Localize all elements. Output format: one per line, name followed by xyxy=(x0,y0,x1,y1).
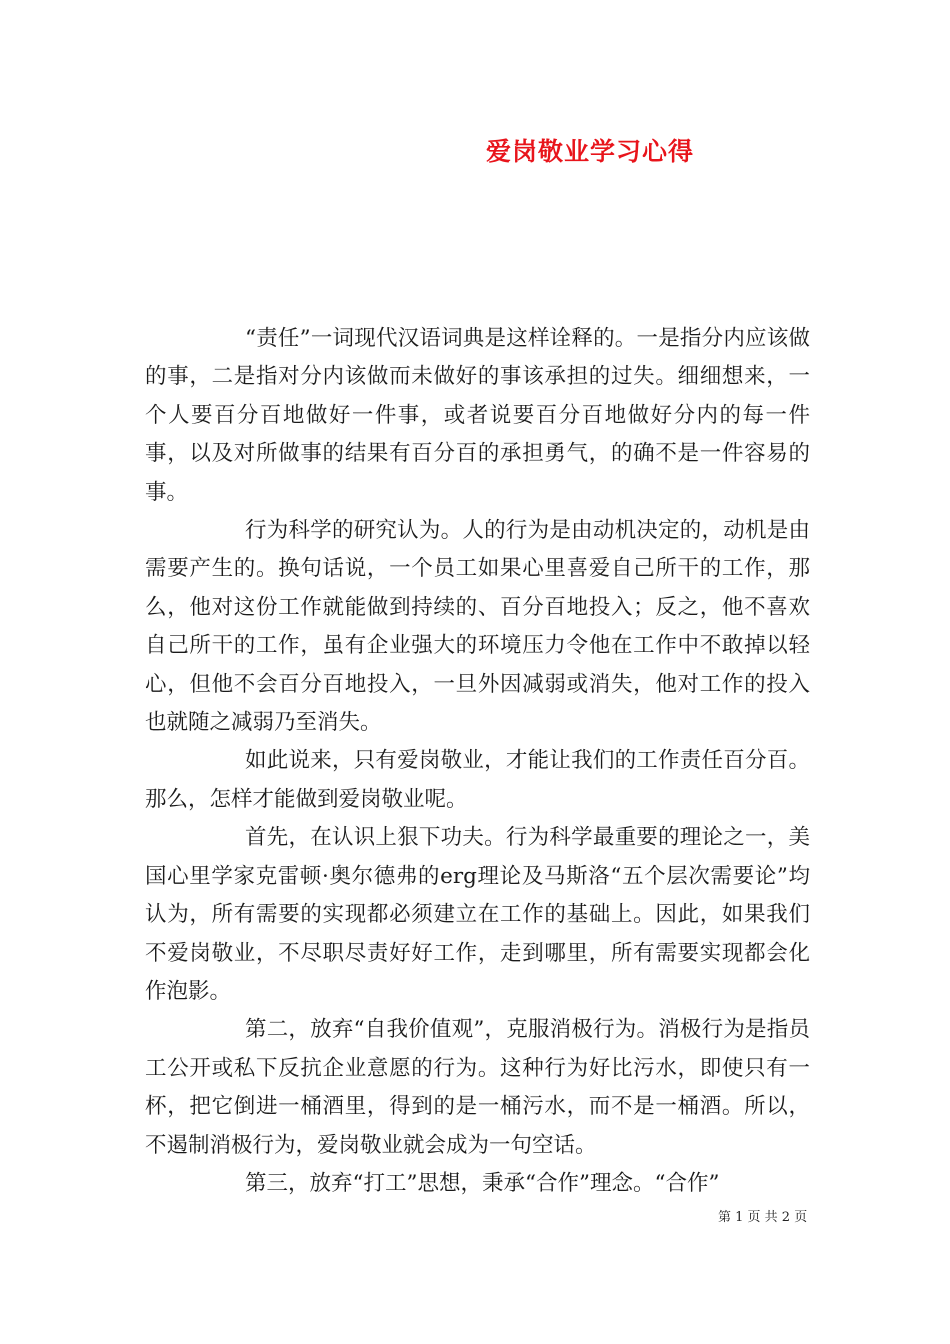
paragraph: 行为科学的研究认为。人的行为是由动机决定的，动机是由需要产生的。换句话说，一个员工如果心里喜爱自己所干的工作，那么，他对这份工作就能做到持续的、百分百地投入；反之，他不喜欢自己所干的工作，虽有企业强大的环境压力令他在工作中不敢掉以轻心，但他不会百分百地投入，一旦外因减弱或消失，他对工作的投入也就随之减弱乃至消失。 xyxy=(145,518,810,736)
document-body xyxy=(145,320,810,1203)
paragraph: “责任”一词现代汉语词典是这样诠释的。一是指分内应该做的事，二是指对分内该做而未做好的事该承担的过失。细细想来，一个人要百分百地做好一件事，或者说要百分百地做好分内的每一件事，以及对所做事的结果有百分百的承担勇气，的确不是一件容易的事。 xyxy=(145,326,810,505)
paragraph: 第二，放弃“自我价值观”，克服消极行为。消极行为是指员工公开或私下反抗企业意愿的行为。这种行为好比污水，即使只有一杯，把它倒进一桶酒里，得到的是一桶污水，而不是一桶酒。所以，不遏制消极行为，爱岗敬业就会成为一句空话。 xyxy=(145,1017,810,1158)
paragraph: 首先，在认识上狠下功夫。行为科学最重要的理论之一，美国心里学家克雷顿·奥尔德弗的erg理论及马斯洛“五个层次需要论”均认为，所有需要的实现都必须建立在工作的基础上。因此，如果我们不爱岗敬业，不尽职尽责好好工作，走到哪里，所有需要实现都会化作泡影。 xyxy=(145,825,810,1004)
paragraph: 如此说来，只有爱岗敬业，才能让我们的工作责任百分百。那么，怎样才能做到爱岗敬业呢。 xyxy=(145,748,810,812)
document-title: 爱岗敬业学习心得 xyxy=(485,137,694,166)
page-number-footer: 第 1 页 共 2 页 xyxy=(718,1210,808,1225)
paragraph: 第三，放弃“打工”思想，秉承“合作”理念。“合作” xyxy=(245,1170,720,1196)
